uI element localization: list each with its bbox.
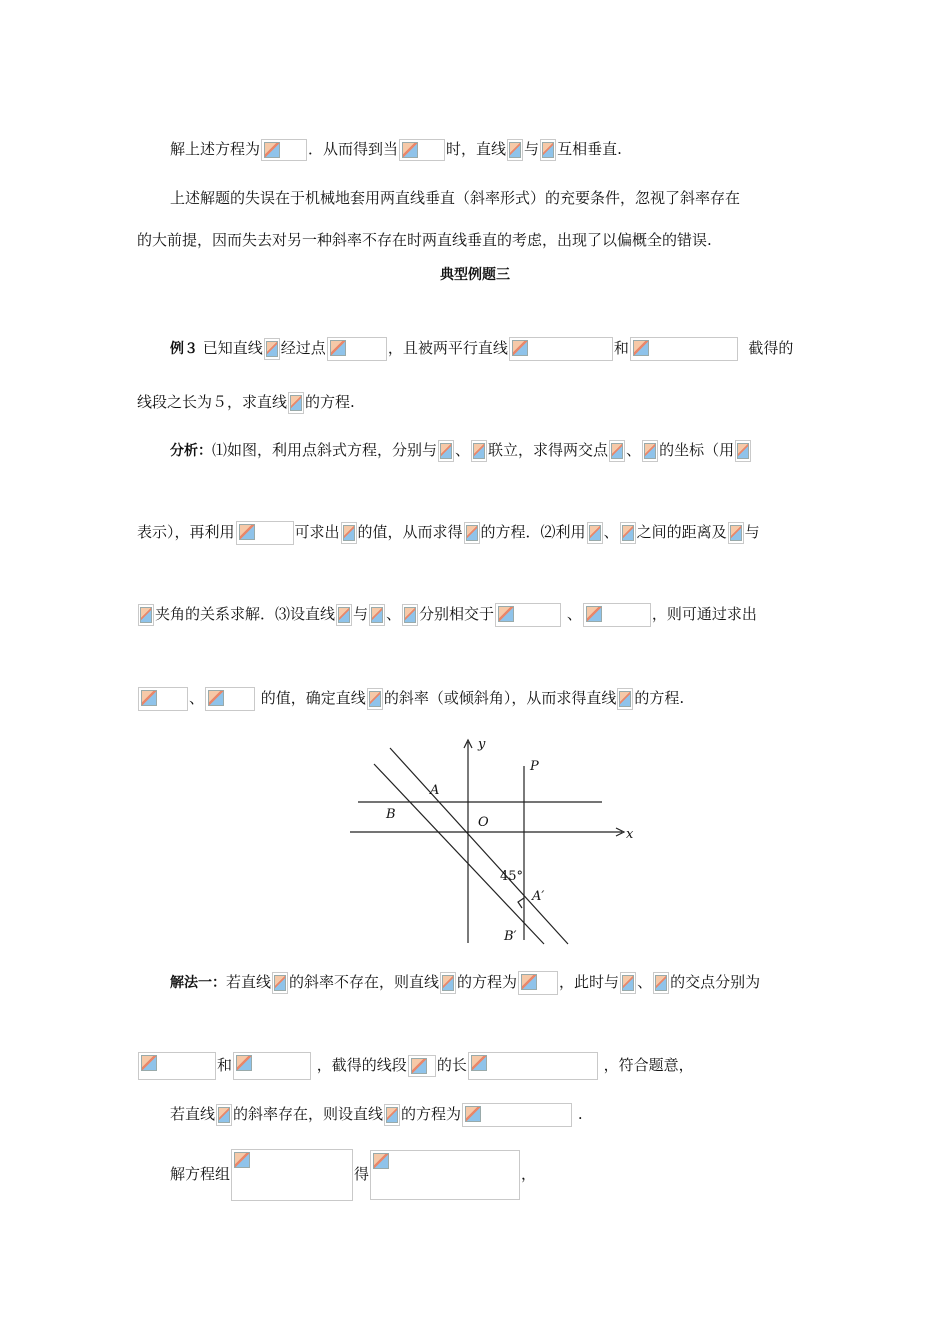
text-line: 的大前提，因而失去对另一种斜率不存在时两直线垂直的考虑，出现了以偏概全的错误.: [137, 231, 712, 249]
text: 的方程.: [305, 393, 355, 411]
text: 的长: [436, 1056, 467, 1074]
text: ，此时与: [559, 973, 620, 991]
formula-image: [399, 139, 445, 161]
text: 经过点: [280, 339, 326, 357]
formula-image: [462, 1103, 572, 1127]
formula-image: [402, 604, 418, 626]
formula-image: [642, 440, 658, 462]
text: 的交点分别为: [670, 973, 761, 991]
text-line: [137, 520, 760, 545]
text: ，符合题意，: [603, 1056, 694, 1074]
text-line: 上述解题的失误在于机械地套用两直线垂直（斜率形式）的充要条件，忽视了斜率存在: [170, 189, 741, 207]
text: ，则可通过求出: [651, 605, 757, 623]
line-a: [390, 748, 568, 944]
section-heading: 典型例题三: [440, 267, 510, 283]
text: ，且被两平行直线: [387, 339, 508, 357]
formula-image: [384, 1104, 400, 1126]
formula-image: [336, 604, 352, 626]
formula-image: [288, 392, 304, 414]
formula-image: [471, 440, 487, 462]
formula-image: [264, 338, 280, 360]
text-line: [137, 686, 684, 711]
formula-image: [341, 522, 357, 544]
formula-image: [272, 972, 288, 994]
formula-image: [464, 522, 480, 544]
text-line: [170, 970, 760, 995]
formula-image: [518, 971, 558, 995]
text-line: [137, 602, 757, 627]
text: 的斜率不存在，则直线: [289, 973, 440, 991]
text: ，截得的线段: [316, 1056, 407, 1074]
text: 的斜率存在，则设直线: [233, 1105, 384, 1123]
text: 线段之长为５，求直线: [137, 393, 288, 411]
text: 的方程为: [457, 973, 518, 991]
text: 的方程为: [401, 1105, 462, 1123]
formula-image: [609, 440, 625, 462]
text: 的方程.: [634, 689, 685, 707]
text-line: [137, 1052, 694, 1080]
text: 的值，确定直线: [260, 689, 366, 707]
line-b: [374, 764, 544, 944]
text: 解上述方程为: [170, 140, 261, 158]
text: 得: [354, 1165, 370, 1183]
formula-image: [327, 337, 387, 361]
text: 若直线: [170, 1105, 216, 1123]
angle-label: 45°: [500, 869, 524, 884]
text: 分别相交于: [419, 605, 495, 623]
formula-image: [620, 522, 636, 544]
text-line: [170, 1102, 583, 1127]
b-prime-label: B′: [504, 929, 517, 944]
text: 的方程．⑵利用: [480, 523, 586, 541]
o-label: O: [478, 815, 489, 830]
formula-image: [735, 440, 751, 462]
text: 、: [566, 605, 582, 623]
solution-label: 解法一：: [170, 975, 226, 991]
text: 、: [626, 441, 642, 459]
formula-image: [138, 1052, 216, 1080]
formula-image: [370, 1150, 520, 1200]
example-label: 例３: [170, 341, 198, 357]
b-label: B: [386, 807, 396, 822]
text: 、: [455, 441, 471, 459]
text: 、: [603, 523, 619, 541]
text: 与: [524, 140, 540, 158]
formula-image: [261, 139, 307, 161]
y-label: y: [478, 737, 486, 752]
text: 的坐标（用: [659, 441, 735, 459]
text: 表示），再利用: [137, 523, 235, 541]
formula-image: [583, 603, 651, 627]
text: 的斜率（或倾斜角），从而求得直线: [383, 689, 617, 707]
text: 和: [217, 1056, 233, 1074]
text: 之间的距离及: [636, 523, 727, 541]
formula-image: [468, 1052, 598, 1080]
text: 联立，求得两交点: [488, 441, 609, 459]
text: 已知直线: [202, 339, 263, 357]
text-line: [170, 438, 752, 463]
text: 夹角的关系求解．⑶设直线: [155, 605, 336, 623]
text: 和: [613, 339, 629, 357]
text: ⑴如图，利用点斜式方程，分别与: [212, 441, 438, 459]
formula-image: [369, 604, 385, 626]
formula-image: [440, 972, 456, 994]
text-line: [170, 1148, 536, 1201]
formula-image: [408, 1055, 436, 1077]
formula-image: [205, 687, 255, 711]
text: 与: [744, 523, 760, 541]
formula-image: [620, 972, 636, 994]
right-angle-mark: [518, 898, 524, 908]
formula-image: [236, 521, 294, 545]
a-prime-label: A′: [532, 889, 545, 904]
text-line: [170, 137, 622, 161]
geometry-figure: [340, 730, 640, 950]
text: ．从而得到当: [308, 140, 399, 158]
text: 的值，从而求得: [357, 523, 463, 541]
text: 可求出: [294, 523, 340, 541]
text: 截得的: [748, 339, 794, 357]
analysis-label: 分析：: [170, 443, 212, 459]
formula-image: [587, 522, 603, 544]
text: .: [577, 1105, 583, 1123]
formula-image: [728, 522, 744, 544]
formula-image: [540, 139, 556, 161]
a-label: A: [430, 783, 440, 798]
formula-image: [495, 603, 561, 627]
formula-image: [507, 139, 523, 161]
text-line: [170, 336, 793, 361]
formula-image: [367, 688, 383, 710]
text: ，: [521, 1165, 537, 1183]
formula-image: [138, 604, 154, 626]
p-label: P: [530, 759, 539, 774]
formula-image: [138, 687, 188, 711]
text: 若直线: [226, 973, 272, 991]
formula-image: [233, 1052, 311, 1080]
text: 互相垂直.: [557, 140, 622, 158]
formula-image: [617, 688, 633, 710]
text: 解方程组: [170, 1165, 231, 1183]
formula-image: [231, 1149, 353, 1201]
text: 、: [189, 689, 205, 707]
text: 时，直线: [446, 140, 507, 158]
formula-image: [630, 337, 738, 361]
formula-image: [509, 337, 613, 361]
text: 与: [353, 605, 369, 623]
text-line: [137, 390, 355, 414]
text: 、: [637, 973, 653, 991]
formula-image: [438, 440, 454, 462]
text: 、: [386, 605, 402, 623]
formula-image: [653, 972, 669, 994]
x-label: x: [626, 827, 634, 842]
formula-image: [216, 1104, 232, 1126]
